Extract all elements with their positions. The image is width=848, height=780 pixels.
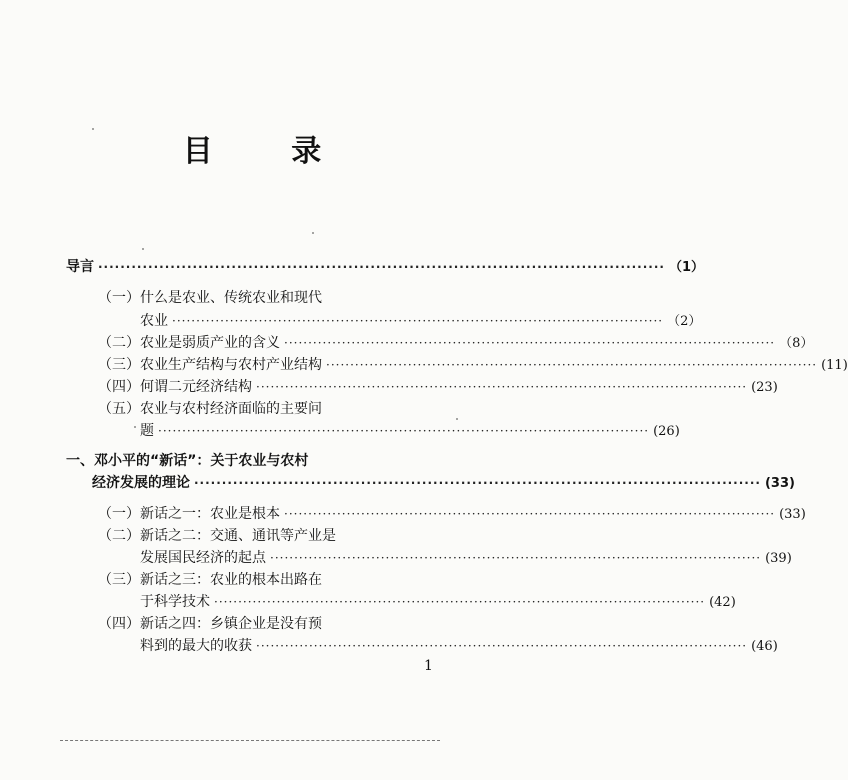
toc-entry-label: （一） bbox=[98, 506, 140, 522]
toc-leader: ······································································································ bbox=[158, 424, 650, 438]
toc-entry-text: 新话之一：农业是根本 bbox=[140, 506, 280, 522]
toc-leader: ······································································································ bbox=[270, 551, 762, 565]
toc-leader: ······································································································ bbox=[98, 260, 665, 274]
toc-leader: ······································································································ bbox=[194, 476, 761, 490]
toc-leader: ······································································································ bbox=[214, 595, 706, 609]
toc-entry-text: 何谓二元经济结构 bbox=[140, 379, 252, 395]
scan-speck bbox=[456, 418, 458, 420]
toc-leader: ······································································································ bbox=[326, 358, 818, 372]
toc-entry-label: （三） bbox=[98, 572, 140, 588]
toc-entry-text: 农业是弱质产业的含义 bbox=[140, 335, 280, 351]
toc-chapter-1-line1[interactable] bbox=[66, 452, 308, 470]
toc-page-number: (33) bbox=[779, 507, 806, 522]
toc-page-number: (33) bbox=[764, 476, 795, 491]
toc-entry-1-2-line2[interactable] bbox=[140, 549, 792, 568]
toc-page-number: (11) bbox=[821, 358, 848, 373]
toc-entry-text: 题 bbox=[140, 423, 154, 439]
toc-entry-0-3[interactable] bbox=[98, 356, 848, 375]
toc-leader: ······································································································ bbox=[172, 314, 664, 328]
toc-page-number: (23) bbox=[751, 380, 778, 395]
toc-entry-1-4-line2[interactable] bbox=[140, 637, 778, 656]
scan-speck bbox=[142, 248, 144, 250]
toc-entry-intro[interactable] bbox=[66, 258, 705, 277]
toc-entry-label: （四） bbox=[98, 616, 140, 632]
scan-speck bbox=[134, 426, 136, 428]
toc-entry-0-1-line1[interactable] bbox=[98, 289, 322, 307]
toc-entry-0-5-line1[interactable] bbox=[98, 400, 322, 418]
toc-entry-label: （一） bbox=[98, 290, 140, 306]
toc-chapter-text: 经济发展的理论 bbox=[92, 475, 190, 491]
toc-chapter-1-line2[interactable] bbox=[92, 474, 795, 493]
toc-entry-label: （三） bbox=[98, 357, 140, 373]
toc-page-number: （2） bbox=[667, 314, 702, 329]
toc-title: 目 录 bbox=[182, 134, 356, 169]
toc-page-number: （1） bbox=[668, 260, 705, 275]
toc-entry-label: （二） bbox=[98, 335, 140, 351]
toc-entry-label: （二） bbox=[98, 528, 140, 544]
toc-leader: ······································································································ bbox=[284, 336, 776, 350]
page-number: 1 bbox=[424, 658, 433, 674]
toc-entry-text: 新话之四：乡镇企业是没有预 bbox=[140, 616, 322, 632]
toc-page-number: （8） bbox=[779, 336, 814, 351]
scan-edge-line bbox=[60, 740, 440, 741]
toc-leader: ······································································································ bbox=[256, 639, 748, 653]
toc-entry-text: 农业生产结构与农村产业结构 bbox=[140, 357, 322, 373]
toc-entry-label: （五） bbox=[98, 401, 140, 417]
toc-entry-text: 新话之二：交通、通讯等产业是 bbox=[140, 528, 336, 544]
toc-page-number: (39) bbox=[765, 551, 792, 566]
toc-leader: ······································································································ bbox=[284, 507, 776, 521]
toc-entry-text: 于科学技术 bbox=[140, 594, 210, 610]
toc-entry-text: 农业 bbox=[140, 313, 168, 329]
toc-entry-1-3-line2[interactable] bbox=[140, 593, 736, 612]
toc-page-number: (42) bbox=[709, 595, 736, 610]
toc-entry-label: （四） bbox=[98, 379, 140, 395]
toc-entry-text: 料到的最大的收获 bbox=[140, 638, 252, 654]
toc-entry-text: 新话之三：农业的根本出路在 bbox=[140, 572, 322, 588]
toc-entry-text: 农业与农村经济面临的主要问 bbox=[140, 401, 322, 417]
toc-entry-0-1-line2[interactable] bbox=[140, 312, 702, 331]
toc-entry-1-2-line1[interactable] bbox=[98, 527, 336, 545]
toc-chapter-text: 一、邓小平的“新话”：关于农业与农村 bbox=[66, 453, 309, 469]
toc-entry-1-3-line1[interactable] bbox=[98, 571, 322, 589]
toc-leader: ······································································································ bbox=[256, 380, 748, 394]
toc-entry-text: 导言 bbox=[66, 259, 94, 275]
toc-page-number: (46) bbox=[751, 639, 778, 654]
toc-entry-0-4[interactable] bbox=[98, 378, 778, 397]
toc-entry-1-1[interactable] bbox=[98, 505, 806, 524]
scan-speck bbox=[92, 128, 94, 130]
toc-page-number: (26) bbox=[653, 424, 680, 439]
toc-entry-text: 发展国民经济的起点 bbox=[140, 550, 266, 566]
toc-entry-0-5-line2[interactable] bbox=[140, 422, 680, 441]
scan-speck bbox=[312, 232, 314, 234]
toc-entry-0-2[interactable] bbox=[98, 334, 814, 353]
toc-entry-1-4-line1[interactable] bbox=[98, 615, 322, 633]
toc-entry-text: 什么是农业、传统农业和现代 bbox=[140, 290, 322, 306]
